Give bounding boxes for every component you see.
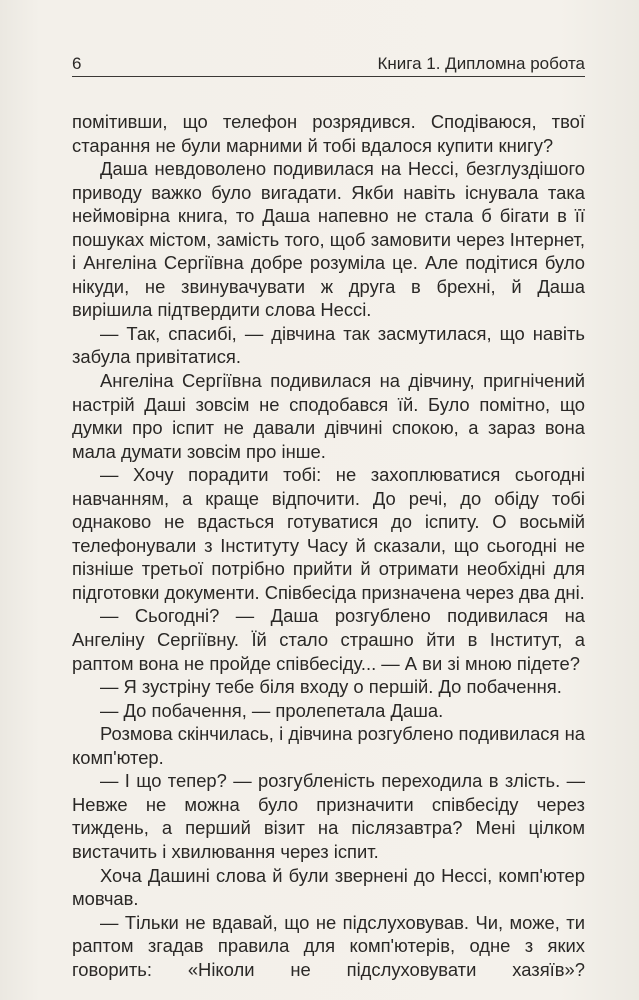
paragraph: Даша невдоволено подивилася на Нессі, безглуздішого приводу важко було вигадати. Якби навіть існувала така неймовірна книга, то Даша напевно не стала б бігати в її пошуках містом, замість того, щоб замовити через Інтернет, і Ангеліна Сергіївна добре розуміла це. Але подітися було нікуди, не звинувачувати ж друга в брехні, й Даша вирішила підтвердити слова Нессі.: [72, 158, 585, 321]
page-header: [72, 50, 585, 77]
paragraph: — Так, спасибі, — дівчина так засмутилася, що навіть забула привітатися.: [72, 322, 585, 368]
paragraph: — До побачення, — пролепетала Даша.: [100, 699, 444, 721]
paragraph: — Тільки не вдавай, що не підслуховував. Чи, може, ти раптом згадав правила для комп'ютерів, одне з яких говорить: «Ніколи не підслуховувати хазяїв»?: [72, 911, 585, 980]
paragraph: — Я зустріну тебе біля входу о першій. До побачення.: [100, 676, 562, 698]
paragraph: — І що тепер? — розгубленість переходила в злість. — Невже не можна було призначити співбесіду через тиждень, а перший візит на післязавтра? Мені цілком вистачить і хвилювання через іспит.: [72, 770, 585, 862]
page-number: 6: [72, 54, 82, 73]
paragraph: — Хочу порадити тобі: не захоплюватися сьогодні навчанням, а краще відпочити. До речі, до обіду тобі однаково не вдасться готуватися до іспиту. О восьмій телефонували з Інституту Часу й сказали, що сьогодні не пізніше третьої потрібно прийти й отримати необхідні для підготовки документи. Співбесіда призначена через два дні.: [72, 464, 585, 603]
paragraph: — Сьогодні? — Даша розгублено подивилася на Ангеліну Сергіївну. Їй стало страшно йти в Інститут, а раптом вона не пройде співбесіду... — А ви зі мною підете?: [72, 605, 585, 674]
paragraph: Ангеліна Сергіївна подивилася на дівчину, пригнічений настрій Даші зовсім не сподобався їй. Було помітно, що думки про іспит не давали дівчині спокою, а зараз вона мала думати зовсім про інше.: [72, 370, 585, 462]
running-title: Книга 1. Дипломна робота: [377, 54, 585, 73]
paragraph: помітивши, що телефон розрядився. Сподіваюся, твої старання не були марними й тобі вдалося купити книгу?: [72, 111, 585, 156]
paragraph: Розмова скінчилась, і дівчина розгублено подивилася на комп'ютер.: [72, 723, 585, 768]
paragraph: Хоча Дашині слова й були звернені до Нессі, комп'ютер мовчав.: [72, 864, 585, 910]
body-text: [72, 110, 585, 981]
